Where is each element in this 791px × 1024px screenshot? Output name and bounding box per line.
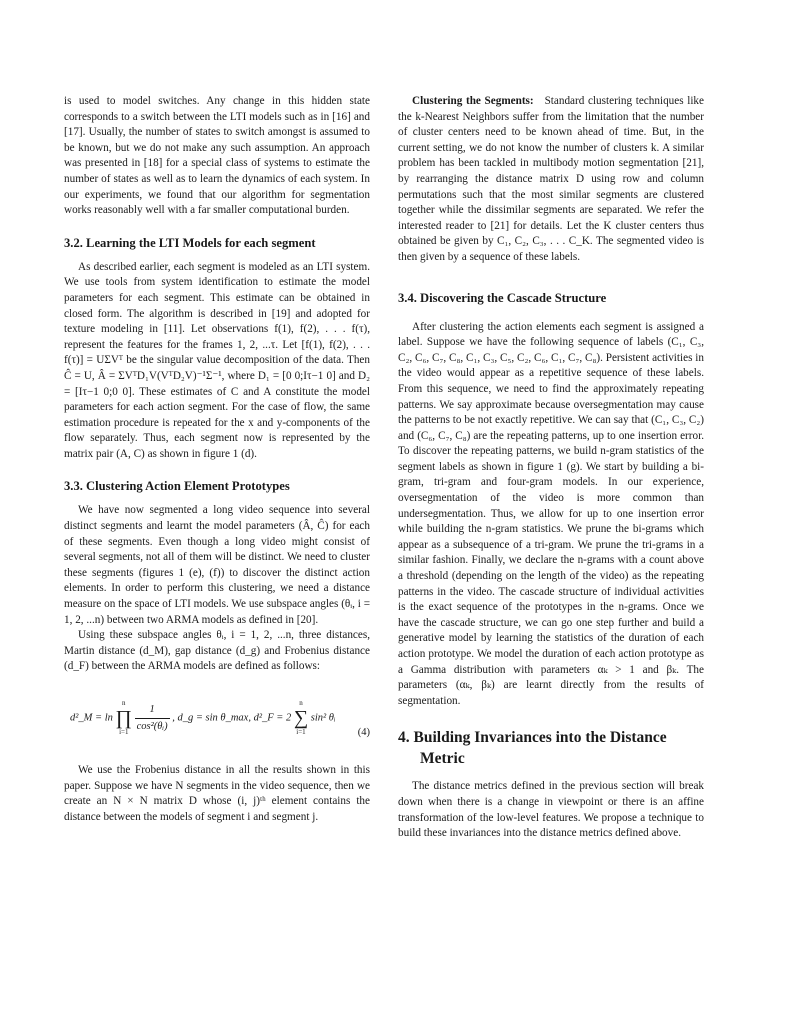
sum-operator — [294, 699, 308, 737]
eq-gap-and-frobenius: , d_g = sin θ_max, d²_F = 2 — [172, 712, 292, 724]
sum-symbol: ∑ — [293, 707, 309, 729]
equation-4 — [64, 689, 370, 751]
equation-body — [70, 699, 336, 737]
left-column — [64, 94, 370, 825]
clustering-segments-text: Standard clustering techniques like the k-Nearest Neighbors suffer from the limitation that the number of cluster centers need to be known ahead of time. But, in the current setting, we do not know the number of clusters k. A similar problem has been tackled in multibody motion segmentation [21], by rearranging the distance matrix D using row and column permutations such that the most similar segments are clustered together while the dissimilar segments are separated. We refer the interested reader to [21] for details. Let the K cluster centers thus obtained be given by C₁, C₂, C₃, . . . C_K. The segmented video is then given by a sequence of these labels. — [398, 95, 704, 263]
sum-lower-limit: i=1 — [296, 728, 306, 736]
section-heading-3-3: 3.3. Clustering Action Element Prototypes — [64, 479, 290, 494]
section-heading-3-4: 3.4. Discovering the Cascade Structure — [398, 290, 607, 305]
right-column — [398, 94, 704, 842]
paragraph-subspace-angles: Using these subspace angles θᵢ, i = 1, 2, ...n, three distances, Martin distance (d_M), gap distance (d_g) and Frobenius distance (d_F) between the ARMA models are defined as follows: — [64, 629, 370, 673]
product-symbol: ∏ — [115, 707, 132, 729]
paragraph-hidden-state: is used to model switches. Any change in this hidden state corresponds to a switch between the LTI models such as in [16] and [17]. Usually, the number of states to switch amongst is assumed to be known, but we do not make any such assumption. An approach was presented in [18] for a special class of systems to estimate the number of states as well as to learn the dynamics of each system. In our experiments, we found that our algorithm for segmentation works reasonably well with a far smaller computational burden. — [64, 95, 370, 217]
product-lower-limit: i=1 — [119, 728, 129, 736]
paragraph-invariances: The distance metrics defined in the previous section will break down when there is a change in viewpoint or there is an affine transformation of the low-level features. We propose a technique to build these invariances into the distance metrics defined above. — [398, 780, 704, 840]
product-operator — [116, 699, 132, 737]
paragraph-cascade-structure: After clustering the action elements each segment is assigned a label. Suppose we have the following sequence of labels (C₁, C₃, C₂, C₆, C₇, C₈, C₁, C₃, C₅, C₂, C₆, C₁, C₇, C₈). Persistent activities in the video would appear as a repetitive sequence of these labels. From this sequence, we need to find the approximately repeating patterns. We say approximate because oversegmentation may cause the patterns to be not exactly repetitive. We can say that (C₁, C₃, C₂) and (C₆, C₇, C₈) are the repeating patterns, up to one insertion error. To discover the repeating patterns, we build n-gram statistics of the segment labels as shown in figure 1 (g). We start by building a bi-gram, tri-gram and four-gram models. In our experience, oversegmentation of the video is more common than undersegmentation. Thus, we allow for up to one insertion error while building the n-gram statistics. We prune the bi-grams which appear as a subsequence of a tri-gram. We prune the tri-grams in a similar fashion. Finally, we declare the n-grams with a count above a threshold (depending on the length of the video) as the repeating patterns in the video. The cascade structure of individual activities is the exact sequence of the prototypes in the n-grams. Once we have the cascade structure, we can go one step further and build a generative model by learning the statistics of the duration of each action prototype. We model the duration of each action prototype as a Gamma distribution with parameters αₖ > 1 and βₖ. The parameters (αₖ, βₖ) are learnt directly from the results of segmentation. — [398, 320, 704, 707]
paragraph-lti-models: As described earlier, each segment is modeled as an LTI system. We use tools from system identification to estimate the model parameters for each segment. This estimate can be obtained in closed form. The algorithm is described in [19] and adopted for texture modeling in [11]. Let observations f(1), f(2), . . . f(τ), represent the features for the frames 1, 2, ...τ. Let [f(1), f(2), . . . f(τ)] = UΣVᵀ be the singular value decomposition of the data. Then Ĉ = U, Â = ΣVᵀD₁V(VᵀD₂V)⁻¹Σ⁻¹, where D₁ = [0 0;Iτ−1 0] and D₂ = [Iτ−1 0;0 0]. These estimates of C and A constitute the model parameters for each action segment. For the case of flow, the same estimation procedure is repeated for the x and y-components of the flow separately. Thus, each segment now is represented by the matrix pair (A, C) as shown in figure 1 (d). — [64, 260, 370, 460]
eq-frobenius-rhs: sin² θᵢ — [310, 712, 336, 724]
section-heading-4: 4. Building Invariances into the Distance Metric — [398, 729, 667, 768]
paragraph-frobenius-distance: We use the Frobenius distance in all the results shown in this paper. Suppose we have N segments in the video sequence, then we create an N × N matrix D whose (i, j)ᵗʰ element contains the distance between the models of segment i and segment j. — [64, 764, 370, 823]
section-heading-3-2: 3.2. Learning the LTI Models for each segment — [64, 235, 316, 250]
equation-number: (4) — [357, 727, 370, 738]
eq-martin-lhs: d²_M = ln — [70, 712, 113, 724]
fraction-denominator: cos²(θᵢ) — [136, 720, 168, 732]
martin-fraction — [135, 702, 170, 734]
paragraph-clustering-segments — [398, 94, 704, 266]
paragraph-clustering-prototypes: We have now segmented a long video sequence into several distinct segments and learnt the model parameters (Â, Ĉ) for each of these segments. Even though a long video might consist of several segments, not all of them will be distinct. We need to cluster these segments (figures 1 (e), (f)) to discover the distinct action elements. In order to perform this clustering, we need a distance measure on the space of LTI models. We use subspace angles (θᵢ, i = 1, 2, ...n) between two ARMA models as defined in [20]. — [64, 504, 370, 626]
product-upper-limit: n — [122, 699, 126, 707]
sum-upper-limit: n — [299, 699, 303, 707]
fraction-numerator: 1 — [135, 702, 170, 719]
run-in-heading: Clustering the Segments: — [412, 95, 534, 107]
